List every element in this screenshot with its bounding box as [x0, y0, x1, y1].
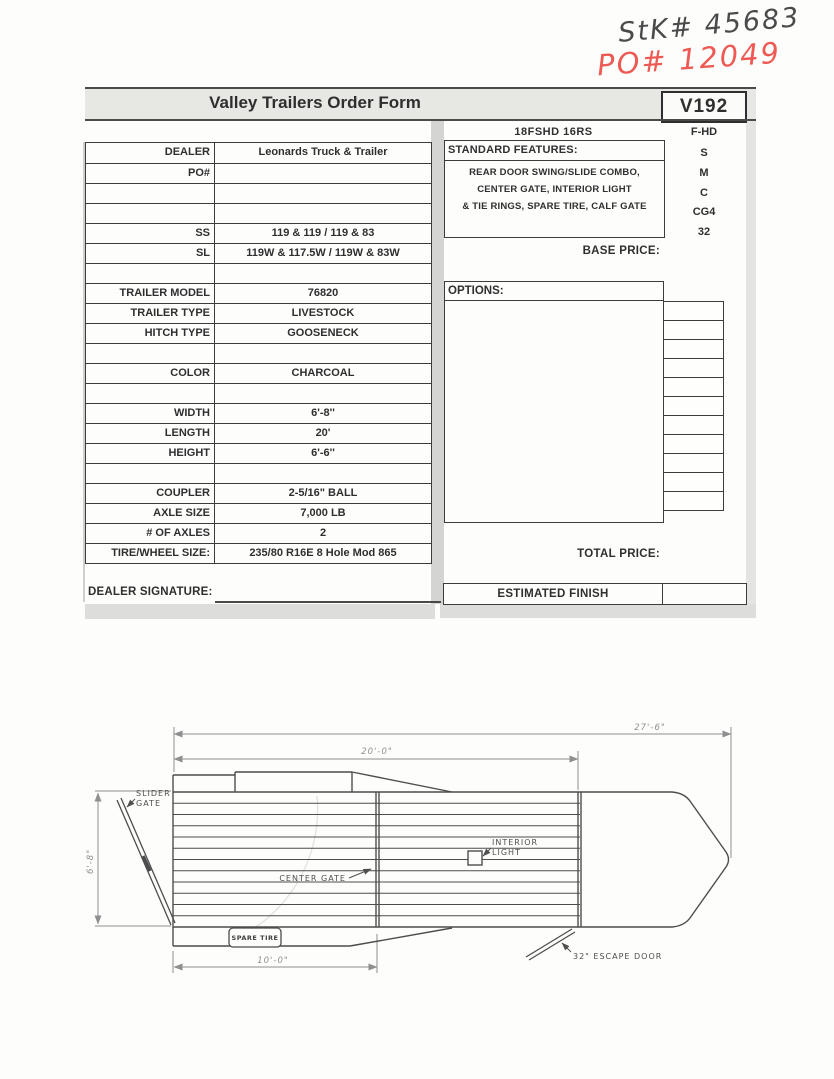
spec-label: TRAILER MODEL — [86, 284, 215, 303]
standard-features-lines — [445, 167, 664, 212]
spec-value — [215, 264, 431, 283]
spec-row — [86, 323, 431, 343]
dim-rear-section-text: 10'-0" — [257, 956, 289, 966]
estimated-finish-value-cell[interactable] — [663, 584, 746, 604]
gooseneck-nose — [580, 792, 729, 927]
feature-code: CG4 — [692, 206, 716, 218]
spec-label — [86, 184, 215, 203]
spec-label: HITCH TYPE — [86, 324, 215, 343]
spec-value — [215, 164, 431, 183]
feature-code: C — [700, 187, 708, 199]
right-edge-shade — [746, 120, 756, 604]
spec-label: SS — [86, 224, 215, 243]
frame-code: F-HD — [690, 126, 718, 138]
option-price-cell[interactable] — [663, 358, 724, 378]
dim-height-text: 6'-8" — [86, 848, 96, 874]
spec-label — [86, 384, 215, 403]
spec-label: COLOR — [86, 364, 215, 383]
spec-row — [86, 343, 431, 363]
option-price-cell[interactable] — [663, 415, 724, 435]
spec-value: CHARCOAL — [291, 367, 355, 379]
feature-code: M — [699, 167, 709, 179]
options-heading: OPTIONS: — [445, 282, 663, 301]
option-price-cell[interactable] — [663, 339, 724, 359]
spec-value: 76820 — [307, 287, 339, 299]
spec-label: SL — [86, 244, 215, 263]
spec-row — [86, 483, 431, 503]
spec-value: 7,000 LB — [300, 507, 346, 519]
spec-value — [215, 204, 431, 223]
option-price-cell[interactable] — [663, 453, 724, 473]
column-divider-shade — [431, 120, 444, 604]
option-price-cell[interactable] — [663, 472, 724, 492]
spec-value: 119W & 117.5W / 119W & 83W — [246, 247, 400, 259]
escape-door — [526, 929, 575, 960]
escape-door-label: 32" ESCAPE DOOR — [573, 952, 663, 961]
spec-row — [86, 283, 431, 303]
option-price-cell[interactable] — [663, 377, 724, 397]
option-price-cell[interactable] — [663, 320, 724, 340]
option-price-cell[interactable] — [663, 396, 724, 416]
spec-value — [215, 344, 431, 363]
spec-value: Leonards Truck & Trailer — [258, 146, 388, 158]
trailer-plan-drawing — [85, 698, 760, 990]
option-price-cell[interactable] — [663, 434, 724, 454]
model-codes: 18FSHD 16RS — [514, 126, 593, 138]
spec-label: PO# — [86, 164, 215, 183]
option-price-cell[interactable] — [663, 301, 724, 321]
spec-label — [86, 264, 215, 283]
dim-height — [95, 791, 171, 926]
spec-label: AXLE SIZE — [86, 504, 215, 523]
spec-row — [86, 523, 431, 543]
standard-features-box — [444, 140, 665, 238]
dim-total-length-text: 27'-6" — [634, 723, 666, 733]
spec-row — [86, 503, 431, 523]
spec-row — [86, 163, 431, 183]
spec-label — [86, 464, 215, 483]
page-title: Valley Trailers Order Form — [209, 93, 421, 112]
interior-light-label-2: LIGHT — [492, 848, 521, 857]
spec-value: 2 — [319, 527, 327, 539]
spec-row — [86, 303, 431, 323]
spec-label: HEIGHT — [86, 444, 215, 463]
interior-light-symbol — [468, 851, 482, 865]
spec-value: GOOSENECK — [287, 327, 359, 339]
spec-label — [86, 344, 215, 363]
interior-light-label-1: INTERIOR — [492, 838, 539, 847]
spec-value: 235/80 R16E 8 Hole Mod 865 — [249, 547, 397, 559]
feature-code: S — [700, 147, 708, 159]
spec-label: TIRE/WHEEL SIZE: — [86, 544, 215, 563]
spec-label: COUPLER — [86, 484, 215, 503]
feature-line: REAR DOOR SWING/SLIDE COMBO, — [469, 167, 640, 178]
spec-value: 6'-6'' — [311, 447, 335, 459]
spec-value — [215, 184, 431, 203]
spec-label: TRAILER TYPE — [86, 304, 215, 323]
spec-row — [86, 443, 431, 463]
spec-row — [86, 363, 431, 383]
spec-row — [86, 383, 431, 403]
title-underline — [85, 119, 756, 121]
right-bottom-shade — [440, 604, 756, 618]
dealer-signature-label: DEALER SIGNATURE: — [88, 586, 213, 598]
form-code-box: V192 — [661, 91, 747, 123]
option-price-cell[interactable] — [663, 491, 724, 511]
spec-label: DEALER — [86, 143, 215, 163]
spec-row — [86, 463, 431, 483]
spec-row — [86, 543, 431, 563]
spec-row — [86, 183, 431, 203]
spec-label — [86, 204, 215, 223]
spec-label: WIDTH — [86, 404, 215, 423]
slider-gate — [117, 798, 175, 925]
spec-label: LENGTH — [86, 424, 215, 443]
handwritten-stock-number: StK# 45683 — [616, 2, 802, 49]
left-bottom-shade — [85, 604, 435, 619]
handwritten-po-number: PO# 12049 — [596, 35, 783, 83]
spec-value — [215, 464, 431, 483]
spec-value: 2-5/16" BALL — [288, 487, 358, 499]
gate-swing-arc — [241, 796, 318, 936]
slider-gate-label-1: SLIDER — [136, 789, 171, 798]
slider-gate-leader — [127, 799, 135, 807]
feature-code: 32 — [697, 226, 711, 238]
trailer-body — [173, 772, 729, 946]
estimated-finish-label: ESTIMATED FINISH — [444, 584, 663, 604]
spec-row — [86, 263, 431, 283]
spec-row — [86, 203, 431, 223]
spec-row — [86, 243, 431, 263]
spec-row — [86, 143, 431, 163]
options-box[interactable] — [444, 281, 664, 523]
spec-value — [215, 384, 431, 403]
dim-box-length-text: 20'-0" — [361, 747, 393, 757]
spec-row — [86, 403, 431, 423]
spec-value: LIVESTOCK — [291, 307, 355, 319]
spare-tire-label: SPARE TIRE — [231, 934, 279, 942]
feature-line: CENTER GATE, INTERIOR LIGHT — [477, 184, 632, 195]
spec-value: 6'-8'' — [311, 407, 335, 419]
spec-row — [86, 423, 431, 443]
slider-gate-label-2: GATE — [136, 799, 161, 808]
option-price-cells[interactable] — [663, 301, 724, 511]
dealer-signature-line[interactable] — [215, 601, 441, 603]
estimated-finish-box — [443, 583, 747, 605]
spec-label: # OF AXLES — [86, 524, 215, 543]
spec-row — [86, 223, 431, 243]
spec-table — [85, 142, 432, 564]
escape-door-leader — [562, 943, 571, 952]
total-price-label: TOTAL PRICE: — [577, 548, 660, 560]
spec-value: 20' — [315, 427, 331, 439]
center-gate-label: CENTER GATE — [279, 874, 346, 883]
base-price-label: BASE PRICE: — [582, 245, 660, 257]
spec-value: 119 & 119 / 119 & 83 — [271, 227, 375, 239]
feature-line: & TIE RINGS, SPARE TIRE, CALF GATE — [462, 201, 647, 212]
interior-light-leader — [483, 848, 491, 856]
standard-features-heading: STANDARD FEATURES: — [445, 141, 664, 161]
